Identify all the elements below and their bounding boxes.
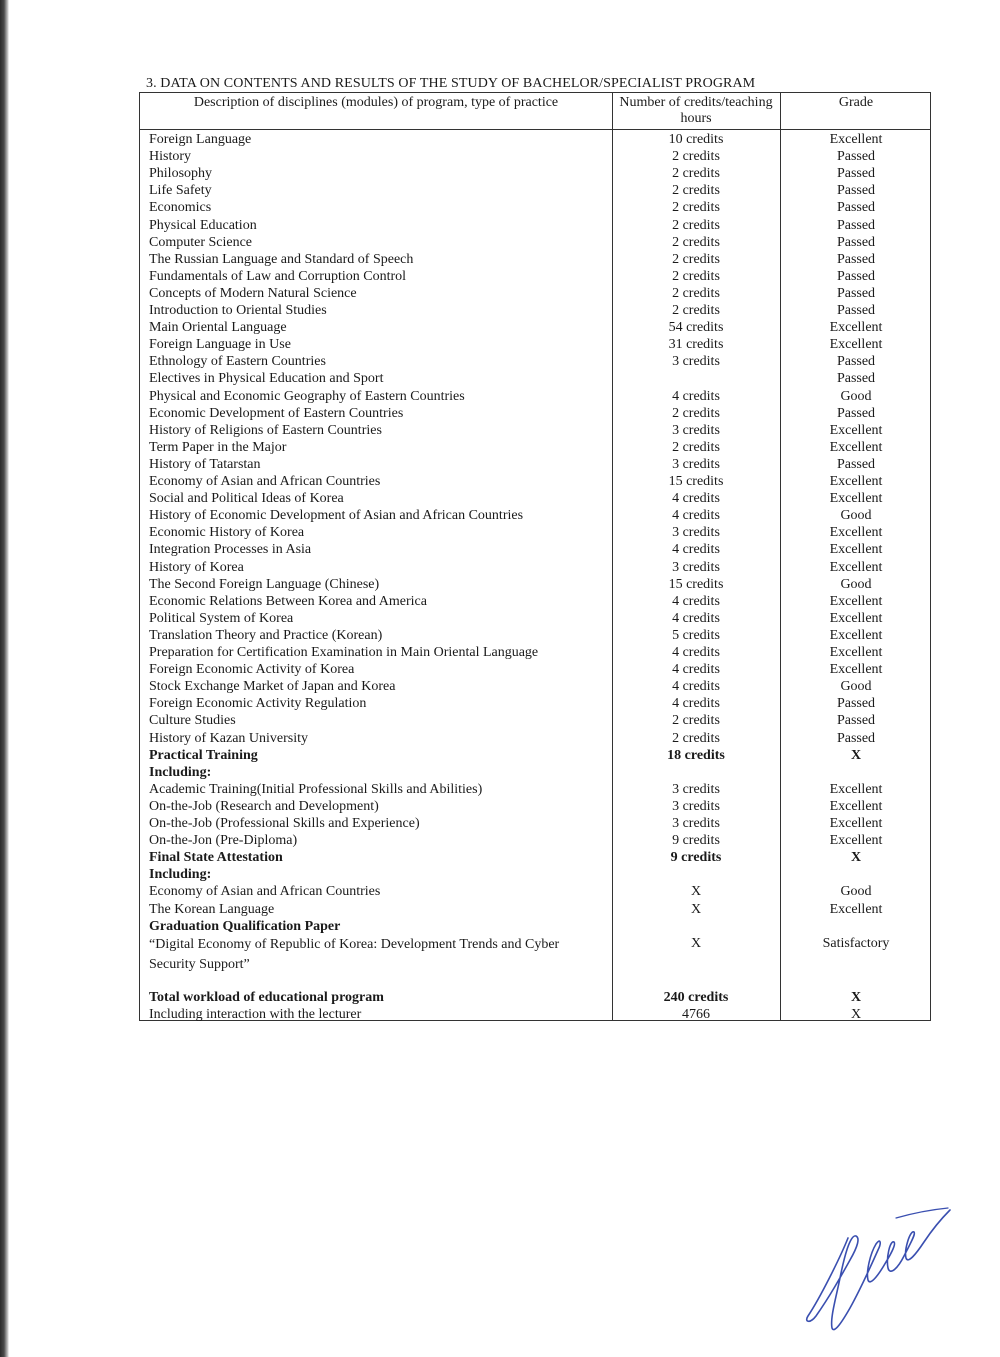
credits-value: 2 credits: [672, 166, 720, 182]
table-row: [140, 883, 932, 900]
grade-value: Passed: [836, 251, 876, 267]
discipline-name: On-the-Job (Research and Development): [149, 798, 379, 814]
credits-value: 2 credits: [672, 149, 720, 165]
discipline-name: Academic Training(Initial Professional Skills and Abilities): [149, 781, 483, 797]
grade-value: Satisfactory: [822, 935, 890, 951]
grade-value: Excellent: [829, 542, 883, 558]
credits-value: 4 credits: [672, 508, 720, 524]
grade-value: Excellent: [829, 320, 883, 336]
grade-value: Excellent: [829, 645, 883, 660]
table-row: [140, 199, 932, 216]
table-row: [140, 234, 932, 251]
discipline-name: Stock Exchange Market of Japan and Korea: [149, 679, 396, 695]
credits-value: 15 credits: [668, 474, 724, 489]
discipline-name: Ethnology of Eastern Countries: [149, 354, 326, 370]
discipline-name: Integration Processes in Asia: [149, 542, 312, 558]
header-grade: Grade: [838, 95, 874, 110]
grade-value: X: [850, 850, 862, 866]
credits-value: 3 credits: [672, 798, 720, 814]
credits-value: X: [690, 884, 702, 900]
credits-value: 4 credits: [672, 388, 720, 404]
grade-value: Good: [840, 508, 872, 524]
credits-value: 3 credits: [672, 456, 720, 472]
table-row: [140, 473, 932, 490]
credits-value: 4 credits: [672, 679, 720, 695]
grade-value: Passed: [836, 303, 876, 318]
grade-value: Passed: [836, 149, 876, 165]
discipline-name: Foreign Language in Use: [149, 337, 291, 353]
credits-value: 2 credits: [672, 251, 720, 267]
grade-value: Passed: [836, 268, 876, 284]
table-row: [140, 456, 932, 473]
table-row: [140, 370, 932, 387]
table-row: [140, 541, 932, 558]
grade-value: Excellent: [829, 662, 883, 678]
section-heading: 3. DATA ON CONTENTS AND RESULTS OF THE STUDY OF BACHELOR/SPECIALIST PROGRAM: [146, 76, 756, 91]
discipline-name: Preparation for Certification Examination in Main Oriental Language: [149, 645, 539, 660]
grade-value: Passed: [836, 234, 876, 250]
grade-value: Excellent: [829, 781, 883, 797]
table-row: [140, 764, 932, 781]
grade-value: X: [850, 1006, 862, 1022]
table-row: [140, 524, 932, 541]
grade-value: Passed: [836, 183, 876, 199]
credits-value: 4 credits: [672, 696, 720, 712]
discipline-name: Including interaction with the lecturer: [149, 1006, 362, 1022]
grade-value: Excellent: [829, 422, 883, 438]
credits-value: 15 credits: [668, 576, 724, 592]
credits-value: 2 credits: [672, 405, 720, 421]
grade-value: Excellent: [829, 593, 883, 609]
table-row: [140, 353, 932, 370]
discipline-name: The Russian Language and Standard of Speech: [149, 251, 414, 267]
discipline-name: Total workload of educational program: [149, 989, 384, 1005]
discipline-name: Economic Development of Eastern Countries: [149, 405, 404, 421]
credits-value: 2 credits: [672, 713, 720, 729]
grade-value: Passed: [836, 405, 876, 421]
grade-value: Excellent: [829, 559, 883, 575]
table-row: [140, 439, 932, 456]
discipline-name: Translation Theory and Practice (Korean): [149, 627, 383, 643]
handwritten-signature: [800, 1198, 960, 1338]
grade-value: Excellent: [829, 627, 883, 643]
table-row: [140, 866, 932, 883]
discipline-name: Physical and Economic Geography of Eastern Countries: [149, 388, 465, 404]
table-row: [140, 593, 932, 610]
discipline-name: Electives in Physical Education and Sport: [149, 371, 384, 387]
grade-value: Excellent: [829, 439, 883, 455]
table-row: [140, 901, 932, 918]
table-row: [140, 1006, 932, 1023]
table-row: [140, 336, 932, 353]
table-row: [140, 935, 932, 975]
grade-value: Passed: [836, 354, 876, 370]
credits-value: 4 credits: [672, 662, 720, 678]
discipline-name: History of Economic Development of Asian and African Countries: [149, 508, 524, 524]
discipline-name: Physical Education: [149, 217, 257, 233]
table-row: [140, 849, 932, 866]
credits-value: 4 credits: [672, 593, 720, 609]
credits-value: 240 credits: [663, 989, 729, 1005]
discipline-name: Main Oriental Language: [149, 320, 287, 336]
grade-value: Passed: [836, 285, 876, 301]
discipline-name: Graduation Qualification Paper: [149, 918, 341, 934]
credits-value: 2 credits: [672, 439, 720, 455]
grade-value: X: [850, 747, 862, 763]
grade-value: Excellent: [829, 610, 883, 626]
discipline-name: On-the-Job (Professional Skills and Experience): [149, 816, 420, 831]
grade-value: Excellent: [829, 833, 883, 849]
credits-value: 54 credits: [668, 320, 724, 336]
grade-value: Passed: [836, 696, 876, 712]
table-row: [140, 251, 932, 268]
table-row: [140, 422, 932, 439]
discipline-name: Introduction to Oriental Studies: [149, 303, 327, 318]
discipline-name: History of Religions of Eastern Countries: [149, 422, 382, 438]
table-row: [140, 319, 932, 336]
discipline-name: Foreign Economic Activity Regulation: [149, 696, 367, 712]
header-divider: [140, 129, 930, 130]
discipline-name: Fundamentals of Law and Corruption Control: [149, 268, 407, 284]
table-row: [140, 165, 932, 182]
table-row: [140, 661, 932, 678]
credits-value: 3 credits: [672, 559, 720, 575]
table-row: [140, 507, 932, 524]
credits-value: 3 credits: [672, 354, 720, 370]
grade-value: Excellent: [829, 337, 883, 353]
discipline-name: History of Tatarstan: [149, 456, 261, 472]
table-row: [140, 610, 932, 627]
table-row: [140, 678, 932, 695]
grade-value: Passed: [836, 371, 876, 387]
table-row: [140, 302, 932, 319]
discipline-name: Including:: [149, 764, 212, 780]
table-row: [140, 832, 932, 849]
table-row: [140, 268, 932, 285]
disciplines-table: [139, 92, 931, 1021]
discipline-name: Practical Training: [149, 747, 258, 763]
grade-value: Good: [840, 884, 872, 900]
credits-value: X: [690, 935, 702, 951]
table-row: [140, 182, 932, 199]
table-row: [140, 781, 932, 798]
table-row: [140, 730, 932, 747]
discipline-name: History: [149, 149, 191, 165]
table-row: [140, 695, 932, 712]
credits-value: X: [690, 901, 702, 917]
credits-value: 4 credits: [672, 542, 720, 558]
header-credits: Number of credits/teaching hours: [619, 95, 773, 126]
table-row: [140, 217, 932, 234]
table-row: [140, 815, 932, 832]
credits-value: 3 credits: [672, 525, 720, 541]
credits-value: 4 credits: [672, 610, 720, 626]
credits-value: 9 credits: [672, 833, 720, 849]
grade-value: Excellent: [829, 816, 883, 831]
grade-value: Good: [840, 679, 872, 695]
table-row: [140, 918, 932, 935]
grade-value: Excellent: [829, 798, 883, 814]
credits-value: 2 credits: [672, 234, 720, 250]
credits-value: 2 credits: [672, 268, 720, 284]
table-row: [140, 989, 932, 1006]
table-row: [140, 490, 932, 507]
credits-value: 2 credits: [672, 303, 720, 318]
credits-value: 2 credits: [672, 200, 720, 216]
table-row: [140, 405, 932, 422]
credits-value: 5 credits: [672, 627, 720, 643]
discipline-name: History of Kazan University: [149, 730, 309, 746]
grade-value: X: [850, 989, 862, 1005]
grade-value: Excellent: [829, 901, 883, 917]
grade-value: Excellent: [829, 491, 883, 507]
discipline-name: Economy of Asian and African Countries: [149, 474, 381, 489]
table-row: [140, 388, 932, 405]
discipline-name: Economics: [149, 200, 212, 216]
discipline-name: Culture Studies: [149, 713, 236, 729]
credits-value: 10 credits: [668, 132, 724, 147]
credits-value: 4 credits: [672, 645, 720, 660]
discipline-name: Life Safety: [149, 183, 212, 199]
credits-value: 2 credits: [672, 285, 720, 301]
discipline-name: On-the-Jon (Pre-Diploma): [149, 833, 298, 849]
grade-value: Passed: [836, 166, 876, 182]
grade-value: Good: [840, 388, 872, 404]
discipline-name: History of Korea: [149, 559, 244, 575]
discipline-name: Economic Relations Between Korea and America: [149, 593, 427, 609]
table-row: [140, 747, 932, 764]
discipline-name: Economy of Asian and African Countries: [149, 884, 381, 900]
credits-value: 2 credits: [672, 217, 720, 233]
credits-value: 31 credits: [668, 337, 724, 353]
discipline-name: The Korean Language: [149, 901, 275, 917]
discipline-name: Social and Political Ideas of Korea: [149, 491, 344, 507]
credits-value: 3 credits: [672, 816, 720, 831]
grade-value: Passed: [836, 730, 876, 746]
discipline-name: Economic History of Korea: [149, 525, 305, 541]
scan-left-edge: [0, 0, 9, 1357]
discipline-name: The Second Foreign Language (Chinese): [149, 576, 380, 592]
credits-value: 9 credits: [670, 850, 722, 866]
grade-value: Passed: [836, 456, 876, 472]
table-row: [140, 576, 932, 593]
discipline-name: Final State Attestation: [149, 850, 283, 866]
discipline-name: Computer Science: [149, 234, 253, 250]
grade-value: Excellent: [829, 132, 883, 147]
discipline-name: Foreign Language: [149, 132, 252, 147]
table-row: [140, 644, 932, 661]
grade-value: Excellent: [829, 474, 883, 489]
table-row: [140, 712, 932, 729]
table-row: [140, 559, 932, 576]
table-row: [140, 798, 932, 815]
table-row: [140, 148, 932, 165]
discipline-name: Term Paper in the Major: [149, 439, 287, 455]
credits-value: 2 credits: [672, 730, 720, 746]
grade-value: Passed: [836, 200, 876, 216]
header-description: Description of disciplines (modules) of program, type of practice: [193, 95, 559, 110]
table-row: [140, 285, 932, 302]
credits-value: 2 credits: [672, 183, 720, 199]
credits-value: 4 credits: [672, 491, 720, 507]
table-row: [140, 627, 932, 644]
grade-value: Excellent: [829, 525, 883, 541]
credits-value: 18 credits: [667, 747, 725, 763]
discipline-name: Philosophy: [149, 166, 213, 182]
grade-value: Passed: [836, 713, 876, 729]
table-row: [140, 131, 932, 148]
grade-value: Good: [840, 576, 872, 592]
discipline-name: “Digital Economy of Republic of Korea: Development Trends and Cyber Security Support”: [149, 936, 560, 972]
credits-value: 4766: [682, 1006, 710, 1022]
discipline-name: Political System of Korea: [149, 610, 294, 626]
discipline-name: Concepts of Modern Natural Science: [149, 285, 357, 301]
discipline-name: Including:: [149, 867, 212, 883]
grade-value: Passed: [836, 217, 876, 233]
credits-value: 3 credits: [672, 781, 720, 797]
discipline-name: Foreign Economic Activity of Korea: [149, 662, 355, 678]
credits-value: 3 credits: [672, 422, 720, 438]
